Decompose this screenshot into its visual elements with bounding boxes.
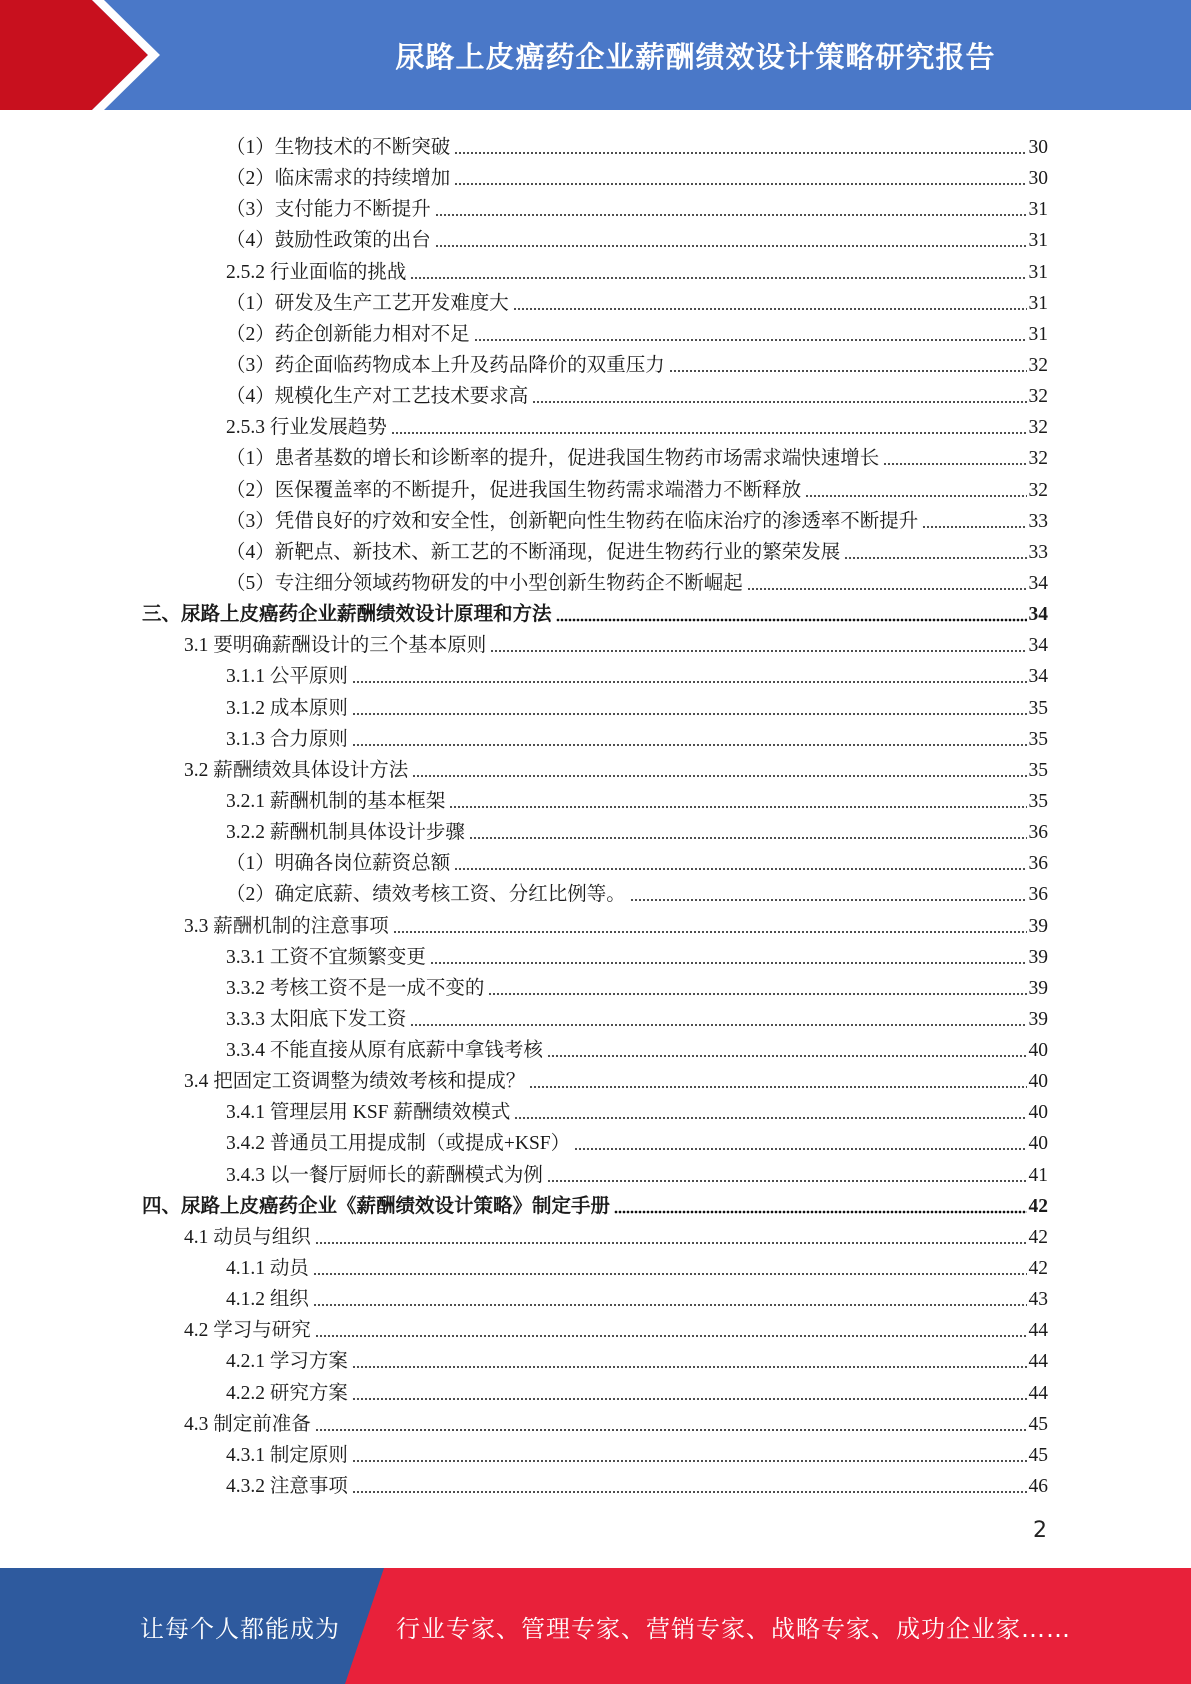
toc-entry-page: 35 <box>1028 790 1048 812</box>
toc-dot-leader <box>435 213 1027 217</box>
toc-entry[interactable] <box>226 253 1048 284</box>
toc-entry[interactable] <box>226 1093 1048 1124</box>
toc-entry[interactable] <box>226 502 1048 533</box>
toc-dot-leader <box>393 930 1027 934</box>
toc-entry-page: 44 <box>1028 1351 1048 1373</box>
toc-entry-title: 4.2.2 研究方案 <box>226 1382 348 1404</box>
toc-dot-leader <box>412 774 1026 778</box>
toc-entry-page: 36 <box>1028 853 1048 875</box>
toc-entry-title: （2）确定底薪、绩效考核工资、分红比例等。 <box>226 884 626 906</box>
toc-entry-title: 3.4.1 管理层用 KSF 薪酬绩效模式 <box>226 1102 511 1124</box>
toc-entry[interactable] <box>226 1156 1048 1187</box>
toc-entry-title: （2）药企创新能力相对不足 <box>226 323 470 345</box>
toc-entry[interactable] <box>226 720 1048 751</box>
toc-entry[interactable] <box>226 533 1048 564</box>
toc-entry-page: 34 <box>1028 635 1048 657</box>
header-red-arrow <box>0 0 148 110</box>
toc-dot-leader <box>669 369 1027 373</box>
toc-entry[interactable] <box>226 1249 1048 1280</box>
toc-dot-leader <box>513 307 1027 311</box>
toc-entry-title: 4.2.1 学习方案 <box>226 1351 348 1373</box>
toc-dot-leader <box>922 525 1026 529</box>
toc-entry[interactable] <box>226 284 1048 315</box>
toc-dot-leader <box>474 338 1027 342</box>
toc-entry-page: 30 <box>1028 168 1048 190</box>
toc-entry-page: 42 <box>1028 1226 1048 1248</box>
toc-dot-leader <box>532 400 1026 404</box>
toc-entry-title: 3.3.1 工资不宜频繁变更 <box>226 946 426 968</box>
toc-entry-title: 3.3.3 太阳底下发工资 <box>226 1008 407 1030</box>
toc-entry-page: 31 <box>1028 230 1048 252</box>
toc-entry-page: 42 <box>1028 1195 1048 1217</box>
toc-dot-leader <box>454 182 1026 186</box>
toc-dot-leader <box>547 1054 1027 1058</box>
toc-entry[interactable] <box>226 564 1048 595</box>
toc-entry-page: 32 <box>1028 386 1048 408</box>
toc-entry-page: 42 <box>1028 1258 1048 1280</box>
page-header <box>0 0 1191 110</box>
toc-dot-leader <box>313 1272 1027 1276</box>
toc-dot-leader <box>315 1334 1027 1338</box>
toc-dot-leader <box>449 805 1026 809</box>
toc-entry[interactable] <box>226 190 1048 221</box>
toc-entry[interactable] <box>226 159 1048 190</box>
toc-entry-title: （1）研发及生产工艺开发难度大 <box>226 292 509 314</box>
toc-entry-title: （2）医保覆盖率的不断提升，促进我国生物药需求端潜力不断释放 <box>226 479 802 501</box>
toc-entry-title: 2.5.3 行业发展趋势 <box>226 417 387 439</box>
toc-entry[interactable] <box>226 657 1048 688</box>
toc-entry-title: 4.2 学习与研究 <box>184 1320 311 1342</box>
toc-dot-leader <box>391 431 1027 435</box>
toc-dot-leader <box>352 680 1027 684</box>
toc-entry[interactable] <box>226 1031 1048 1062</box>
toc-entry-page: 44 <box>1028 1382 1048 1404</box>
toc-entry-title: （3）凭借良好的疗效和安全性，创新靶向性生物药在临床治疗的渗透率不断提升 <box>226 510 919 532</box>
toc-dot-leader <box>454 151 1026 155</box>
toc-entry-title: 3.2 薪酬绩效具体设计方法 <box>184 759 409 781</box>
toc-entry-page: 39 <box>1028 1008 1048 1030</box>
toc-dot-leader <box>315 1241 1027 1245</box>
toc-entry-title: （5）专注细分领域药物研发的中小型创新生物药企不断崛起 <box>226 572 743 594</box>
toc-entry-title: 4.1 动员与组织 <box>184 1226 311 1248</box>
toc-entry[interactable] <box>226 969 1048 1000</box>
toc-dot-leader <box>556 618 1027 622</box>
toc-entry[interactable] <box>226 938 1048 969</box>
toc-entry-page: 39 <box>1028 977 1048 999</box>
toc-dot-leader <box>352 743 1027 747</box>
toc-dot-leader <box>352 1397 1027 1401</box>
toc-entry-page: 35 <box>1028 728 1048 750</box>
page-number: 2 <box>1033 1518 1047 1543</box>
toc-dot-leader <box>352 1490 1027 1494</box>
toc-entry-title: 3.2.2 薪酬机制具体设计步骤 <box>226 822 465 844</box>
toc-entry-title: 3.2.1 薪酬机制的基本框架 <box>226 790 446 812</box>
toc-entry[interactable] <box>226 782 1048 813</box>
toc-entry-title: （4）鼓励性政策的出台 <box>226 230 431 252</box>
toc-entry-title: （4）新靶点、新技术、新工艺的不断涌现，促进生物药行业的繁荣发展 <box>226 541 841 563</box>
toc-entry-page: 32 <box>1028 479 1048 501</box>
toc-entry-page: 45 <box>1028 1444 1048 1466</box>
toc-entry-page: 31 <box>1028 261 1048 283</box>
toc-entry-page: 36 <box>1028 884 1048 906</box>
toc-dot-leader <box>469 836 1027 840</box>
toc-entry[interactable] <box>142 1187 1048 1218</box>
toc-entry-title: 3.1 要明确薪酬设计的三个基本原则 <box>184 635 487 657</box>
toc-entry-page: 32 <box>1028 354 1048 376</box>
toc-entry-title: 3.3.4 不能直接从原有底薪中拿钱考核 <box>226 1040 543 1062</box>
toc-entry[interactable] <box>226 1436 1048 1467</box>
toc-entry[interactable] <box>226 471 1048 502</box>
toc-entry-page: 32 <box>1028 448 1048 470</box>
toc-entry[interactable] <box>226 221 1048 252</box>
toc-entry[interactable] <box>226 408 1048 439</box>
toc-entry-title: （1）生物技术的不断突破 <box>226 137 451 158</box>
toc-dot-leader <box>435 244 1027 248</box>
toc-dot-leader <box>529 1085 1026 1089</box>
toc-dot-leader <box>747 587 1027 591</box>
toc-entry-page: 33 <box>1028 541 1048 563</box>
toc-entry-page: 32 <box>1028 417 1048 439</box>
toc-entry-page: 44 <box>1028 1320 1048 1342</box>
footer-slogan-right: 行业专家、管理专家、营销专家、战略专家、成功企业家…… <box>396 1614 1071 1643</box>
toc-entry[interactable] <box>226 813 1048 844</box>
toc-dot-leader <box>352 1365 1027 1369</box>
toc-entry-title: 3.3 薪酬机制的注意事项 <box>184 915 389 937</box>
toc-entry-title: 2.5.2 行业面临的挑战 <box>226 261 407 283</box>
toc-entry[interactable] <box>226 315 1048 346</box>
toc-entry-title: 3.3.2 考核工资不是一成不变的 <box>226 977 485 999</box>
toc-entry-title: 3.1.3 合力原则 <box>226 728 348 750</box>
toc-entry[interactable] <box>226 377 1048 408</box>
toc-entry-page: 39 <box>1028 915 1048 937</box>
toc-dot-leader <box>430 961 1027 965</box>
toc-dot-leader <box>574 1147 1026 1151</box>
toc-dot-leader <box>313 1303 1027 1307</box>
toc-entry[interactable] <box>184 1218 1048 1249</box>
toc-entry-title: 4.3 制定前准备 <box>184 1413 311 1435</box>
toc-entry-page: 34 <box>1028 604 1048 626</box>
toc-entry-title: （2）临床需求的持续增加 <box>226 168 451 190</box>
toc-dot-leader <box>352 712 1027 716</box>
toc-entry[interactable] <box>226 1280 1048 1311</box>
toc-entry-title: （3）药企面临药物成本上升及药品降价的双重压力 <box>226 354 665 376</box>
toc-entry-title: 3.4.2 普通员工用提成制（或提成+KSF） <box>226 1133 571 1155</box>
toc-entry-title: （3）支付能力不断提升 <box>226 199 431 221</box>
toc-entry[interactable] <box>226 128 1048 159</box>
toc-entry-page: 40 <box>1028 1040 1048 1062</box>
toc-entry-title: 4.1.1 动员 <box>226 1258 309 1280</box>
toc-entry[interactable] <box>226 1467 1048 1498</box>
toc-dot-leader <box>410 1023 1026 1027</box>
toc-entry-title: 4.3.2 注意事项 <box>226 1476 348 1498</box>
toc-entry-page: 31 <box>1028 323 1048 345</box>
toc-dot-leader <box>883 462 1026 466</box>
footer-slogan-left: 让每个人都能成为 <box>140 1614 340 1643</box>
toc-entry[interactable] <box>184 1062 1048 1093</box>
toc-entry[interactable] <box>226 439 1048 470</box>
toc-entry-page: 34 <box>1028 572 1048 594</box>
page-footer <box>0 1568 1191 1684</box>
toc-entry-title: 3.4 把固定工资调整为绩效考核和提成？ <box>184 1071 526 1093</box>
toc-entry[interactable] <box>184 907 1048 938</box>
toc-entry-title: 3.1.2 成本原则 <box>226 697 348 719</box>
toc-entry-title: 4.3.1 制定原则 <box>226 1444 348 1466</box>
toc-entry[interactable] <box>226 844 1048 875</box>
toc-entry-page: 40 <box>1028 1071 1048 1093</box>
toc-dot-leader <box>630 898 1027 902</box>
toc-entry[interactable] <box>226 1000 1048 1031</box>
toc-entry[interactable] <box>184 1311 1048 1342</box>
toc-dot-leader <box>352 1459 1027 1463</box>
toc-entry[interactable] <box>226 1374 1048 1405</box>
toc-dot-leader <box>514 1116 1026 1120</box>
toc-entry-page: 34 <box>1028 666 1048 688</box>
toc-dot-leader <box>547 1179 1027 1183</box>
toc-entry[interactable] <box>184 626 1048 657</box>
toc-entry-page: 40 <box>1028 1133 1048 1155</box>
toc-entry-title: （1）明确各岗位薪资总额 <box>226 853 451 875</box>
toc-entry-page: 36 <box>1028 822 1048 844</box>
toc-entry-title: 3.1.1 公平原则 <box>226 666 348 688</box>
toc-entry[interactable] <box>226 346 1048 377</box>
toc-dot-leader <box>410 276 1026 280</box>
toc-entry-title: 三、尿路上皮癌药企业薪酬绩效设计原理和方法 <box>142 604 552 626</box>
toc-dot-leader <box>805 494 1026 498</box>
toc-entry[interactable] <box>142 595 1048 626</box>
toc-dot-leader <box>315 1428 1027 1432</box>
toc-entry-page: 39 <box>1028 946 1048 968</box>
toc-entry[interactable] <box>184 1405 1048 1436</box>
toc-dot-leader <box>614 1210 1026 1214</box>
toc-dot-leader <box>454 867 1026 871</box>
toc-entry[interactable] <box>226 875 1048 906</box>
toc-dot-leader <box>488 992 1026 996</box>
toc-entry[interactable] <box>226 689 1048 720</box>
toc-entry-page: 35 <box>1028 759 1048 781</box>
report-title: 尿路上皮癌药企业薪酬绩效设计策略研究报告 <box>395 39 996 74</box>
toc-entry-page: 46 <box>1028 1476 1048 1498</box>
toc-entry-page: 40 <box>1028 1102 1048 1124</box>
toc-dot-leader <box>844 556 1026 560</box>
toc-entry-title: （4）规模化生产对工艺技术要求高 <box>226 386 529 408</box>
toc-entry-page: 45 <box>1028 1413 1048 1435</box>
toc-entry[interactable] <box>226 1342 1048 1373</box>
toc-entry-title: 3.4.3 以一餐厅厨师长的薪酬模式为例 <box>226 1164 543 1186</box>
toc-entry-page: 31 <box>1028 292 1048 314</box>
toc-entry-page: 31 <box>1028 199 1048 221</box>
toc-entry-page: 41 <box>1028 1164 1048 1186</box>
toc-entry-title: 四、尿路上皮癌药企业《薪酬绩效设计策略》制定手册 <box>142 1195 611 1217</box>
toc-entry-page: 35 <box>1028 697 1048 719</box>
toc-dot-leader <box>490 649 1026 653</box>
toc-entry[interactable] <box>184 751 1048 782</box>
toc-entry-title: （1）患者基数的增长和诊断率的提升，促进我国生物药市场需求端快速增长 <box>226 448 880 470</box>
toc-entry-page: 30 <box>1028 137 1048 158</box>
toc-entry-title: 4.1.2 组织 <box>226 1289 309 1311</box>
toc-entry-page: 33 <box>1028 510 1048 532</box>
toc-entry[interactable] <box>226 1124 1048 1155</box>
toc-entry-page: 43 <box>1028 1289 1048 1311</box>
